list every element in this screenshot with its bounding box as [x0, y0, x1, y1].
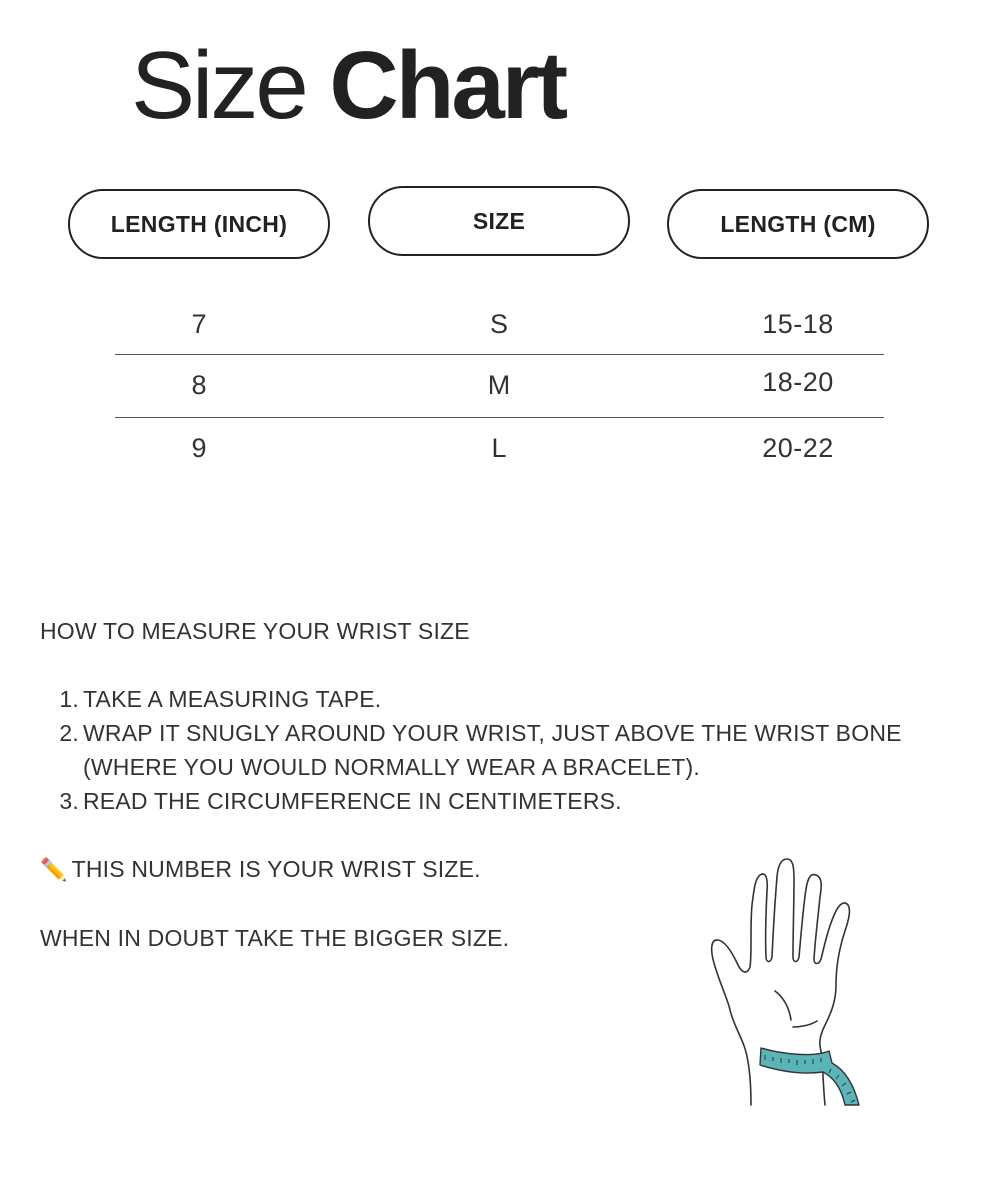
table-divider	[115, 417, 884, 418]
instructions-heading: HOW TO MEASURE YOUR WRIST SIZE	[40, 618, 470, 644]
steps-list	[40, 682, 998, 818]
step-number: 1.	[59, 686, 79, 712]
step-item	[40, 784, 998, 818]
pencil-icon: ✏️	[40, 857, 68, 882]
page-title	[131, 28, 565, 144]
title-light: Size	[131, 32, 306, 139]
row-1-inch: 7	[191, 309, 207, 339]
step-number: 3.	[59, 788, 79, 814]
row-3-inch: 9	[191, 433, 207, 463]
step-number: 2.	[59, 720, 79, 746]
step-item	[40, 682, 998, 716]
step-text: WRAP IT SNUGLY AROUND YOUR WRIST, JUST ABOVE THE WRIST BONE (WHERE YOU WOULD NORMALLY WEAR A BRACELET).	[83, 720, 902, 780]
header-length-inch: LENGTH (INCH)	[68, 189, 330, 259]
row-1-cm: 15-18	[762, 309, 834, 339]
row-3-cm: 20-22	[762, 433, 834, 463]
hand-with-measuring-tape-icon	[705, 855, 865, 1110]
step-text: READ THE CIRCUMFERENCE IN CENTIMETERS.	[83, 788, 622, 814]
row-2-inch: 8	[191, 370, 207, 400]
header-size: SIZE	[368, 186, 630, 256]
table-divider	[115, 354, 884, 355]
step-item	[40, 716, 998, 784]
spacer	[40, 648, 998, 682]
row-1-size: S	[489, 309, 508, 339]
step-text: TAKE A MEASURING TAPE.	[83, 686, 382, 712]
row-3-size: L	[491, 433, 507, 463]
note-text: THIS NUMBER IS YOUR WRIST SIZE.	[71, 856, 481, 882]
bigger-size-tip: WHEN IN DOUBT TAKE THE BIGGER SIZE.	[40, 925, 510, 951]
title-bold: Chart	[329, 32, 566, 139]
row-2-size: M	[487, 370, 511, 400]
header-length-cm: LENGTH (CM)	[667, 189, 929, 259]
row-2-cm: 18-20	[762, 367, 834, 397]
spacer	[40, 818, 998, 852]
